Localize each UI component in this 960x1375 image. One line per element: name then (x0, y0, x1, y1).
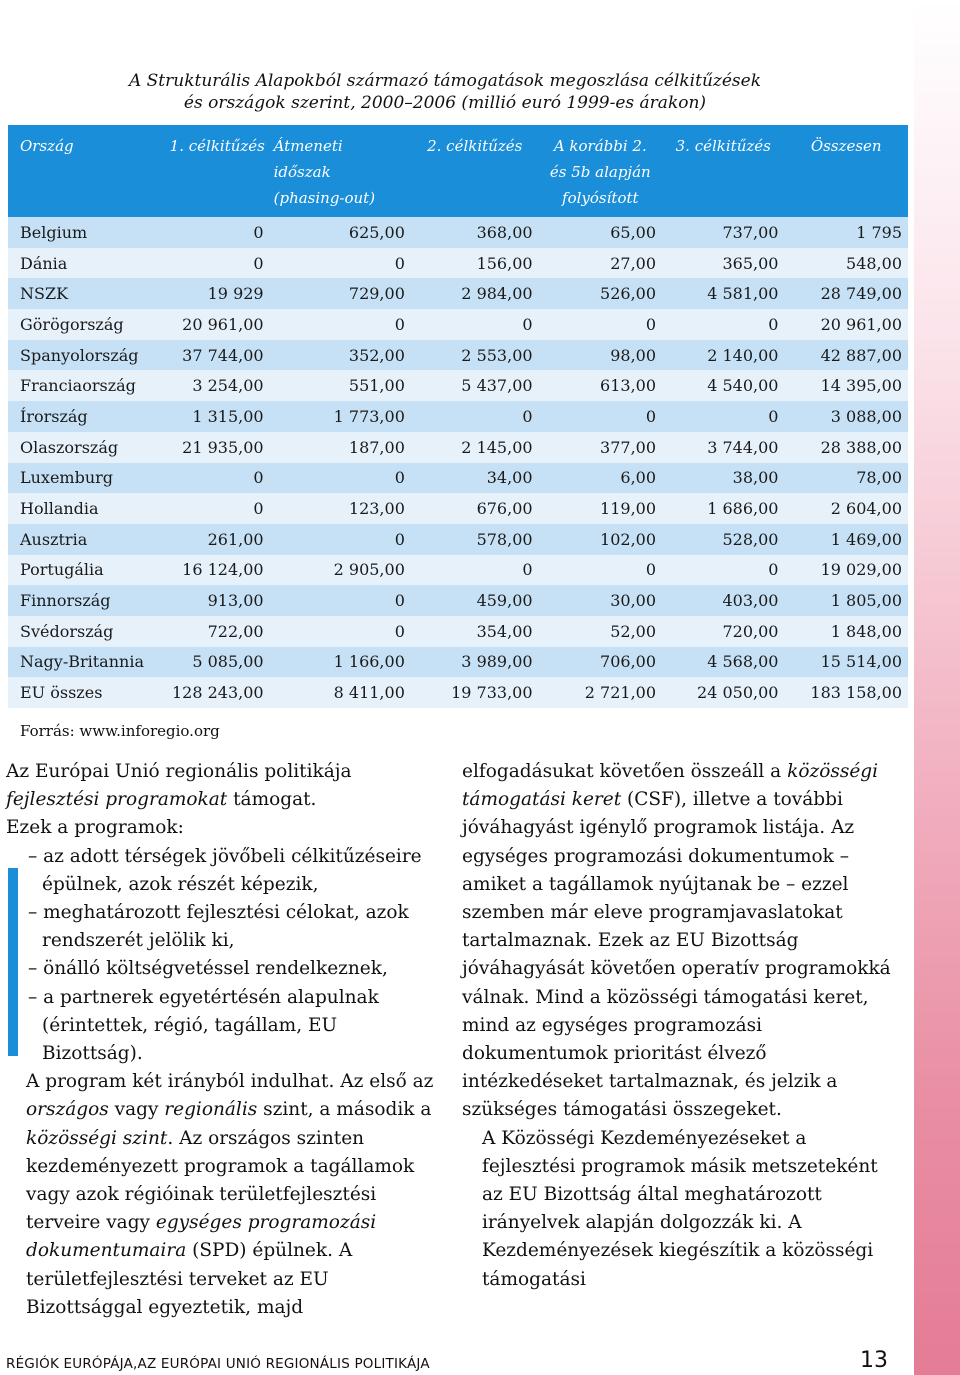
value-cell: 123,00 (270, 493, 411, 524)
paragraph-program-origin: A program két irányból indulhat. Az első az országos vagy regionális szint, a második a közösségi szint. Az országos szinten kezdeményezett programok a tagállamok vagy azok régióinak területfejlesztési terveire vagy egységes programozási dokumentumaira (SPD) épülnek. A területfejlesztési terveket az EU Bizottsággal egyeztetik, majd (26, 1071, 434, 1318)
table-row (8, 278, 908, 309)
table-header-row (8, 125, 908, 217)
value-cell: 526,00 (539, 278, 662, 309)
value-cell: 352,00 (270, 340, 411, 371)
table-row (8, 616, 908, 647)
header-phasing-out: Átmeneti időszak (phasing-out) (270, 125, 411, 217)
value-cell: 1 166,00 (270, 647, 411, 678)
value-cell: 377,00 (539, 432, 662, 463)
table-row (8, 677, 908, 708)
table-row (8, 432, 908, 463)
text-column-left (6, 758, 436, 1322)
value-cell: 729,00 (270, 278, 411, 309)
value-cell: 0 (270, 524, 411, 555)
value-cell: 613,00 (539, 370, 662, 401)
header-country: Ország (8, 125, 165, 217)
value-cell: 722,00 (165, 616, 270, 647)
value-cell: 0 (270, 463, 411, 494)
table-row (8, 647, 908, 678)
value-cell: 2 721,00 (539, 677, 662, 708)
table-row (8, 493, 908, 524)
value-cell: 4 568,00 (662, 647, 784, 678)
value-cell: 119,00 (539, 493, 662, 524)
value-cell: 737,00 (662, 217, 784, 248)
running-footer: RÉGIÓK EURÓPÁJA,AZ EURÓPAI UNIÓ REGIONÁLIS POLITIKÁJA (6, 1356, 430, 1372)
value-cell: 183 158,00 (784, 677, 908, 708)
page-number: 13 (860, 1348, 888, 1373)
value-cell: 0 (662, 555, 784, 586)
value-cell: 4 540,00 (662, 370, 784, 401)
country-cell: Írország (8, 401, 165, 432)
value-cell: 28 749,00 (784, 278, 908, 309)
text-column-right (462, 758, 894, 1294)
value-cell: 3 989,00 (411, 647, 539, 678)
value-cell: 3 744,00 (662, 432, 784, 463)
value-cell: 4 581,00 (662, 278, 784, 309)
value-cell: 0 (270, 616, 411, 647)
country-cell: Olaszország (8, 432, 165, 463)
list-item: – meghatározott fejlesztési célokat, azok rendszerét jelölik ki, (28, 902, 409, 952)
paragraph-lead: Ezek a programok: (6, 817, 184, 839)
value-cell: 3 254,00 (165, 370, 270, 401)
funding-table-container (8, 125, 908, 708)
caption-line-1: A Strukturális Alapokból származó támogatások megoszlása célkitűzések (128, 71, 762, 91)
value-cell: 27,00 (539, 248, 662, 279)
value-cell: 78,00 (784, 463, 908, 494)
value-cell: 15 514,00 (784, 647, 908, 678)
table-row (8, 585, 908, 616)
table-row (8, 370, 908, 401)
value-cell: 30,00 (539, 585, 662, 616)
value-cell: 368,00 (411, 217, 539, 248)
value-cell: 578,00 (411, 524, 539, 555)
paragraph-intro: Az Európai Unió regionális politikája fejlesztési programokat támogat. (6, 761, 352, 811)
value-cell: 676,00 (411, 493, 539, 524)
value-cell: 2 984,00 (411, 278, 539, 309)
value-cell: 37 744,00 (165, 340, 270, 371)
value-cell: 16 124,00 (165, 555, 270, 586)
country-cell: Luxemburg (8, 463, 165, 494)
value-cell: 0 (411, 309, 539, 340)
value-cell: 34,00 (411, 463, 539, 494)
value-cell: 913,00 (165, 585, 270, 616)
country-cell: Görögország (8, 309, 165, 340)
value-cell: 3 088,00 (784, 401, 908, 432)
value-cell: 0 (270, 248, 411, 279)
value-cell: 2 604,00 (784, 493, 908, 524)
country-cell: Franciaország (8, 370, 165, 401)
table-row (8, 217, 908, 248)
paragraph-csf: elfogadásukat követően összeáll a közösségi támogatási keret (CSF), illetve a további jóváhagyást igénylő programok listája. Az egységes programozási dokumentumok – amiket a tagállamok nyújtanak be – ezzel szemben már eleve programjavaslatokat tartalmaznak. Ezek az EU Bizottság jóváhagyását követően operatív programokká válnak. Mind a közösségi támogatási keret, mind az egységes programozási dokumentumok prioritást élvező intézkedéseket tartalmaznak, és jelzik a szükséges támogatási összegeket. (462, 761, 891, 1121)
country-cell: Finnország (8, 585, 165, 616)
table-row (8, 248, 908, 279)
table-row (8, 340, 908, 371)
list-item: – a partnerek egyetértésén alapulnak (érintettek, régió, tagállam, EU Bizottság). (28, 986, 379, 1065)
value-cell: 0 (411, 401, 539, 432)
header-objective-3: 3. célkitűzés (662, 125, 784, 217)
value-cell: 0 (539, 309, 662, 340)
table-row (8, 463, 908, 494)
value-cell: 24 050,00 (662, 677, 784, 708)
value-cell: 706,00 (539, 647, 662, 678)
country-cell: Svédország (8, 616, 165, 647)
value-cell: 0 (662, 309, 784, 340)
value-cell: 0 (539, 401, 662, 432)
country-cell: Nagy-Britannia (8, 647, 165, 678)
value-cell: 5 085,00 (165, 647, 270, 678)
decorative-side-strip (914, 0, 960, 1375)
value-cell: 354,00 (411, 616, 539, 647)
value-cell: 1 848,00 (784, 616, 908, 647)
header-objective-1: 1. célkitűzés (165, 125, 270, 217)
value-cell: 1 773,00 (270, 401, 411, 432)
value-cell: 2 905,00 (270, 555, 411, 586)
table-row (8, 401, 908, 432)
country-cell: Ausztria (8, 524, 165, 555)
country-cell: EU összes (8, 677, 165, 708)
table-body (8, 217, 908, 708)
paragraph-community-initiatives: A Közösségi Kezdeményezéseket a fejlesztési programok másik metszeteként az EU Bizottság által meghatározott irányelvek alapján dolgozzák ki. A Kezdeményezések kiegészítik a közösségi támogatási (482, 1127, 878, 1290)
value-cell: 459,00 (411, 585, 539, 616)
country-cell: Spanyolország (8, 340, 165, 371)
value-cell: 19 733,00 (411, 677, 539, 708)
value-cell: 21 935,00 (165, 432, 270, 463)
value-cell: 128 243,00 (165, 677, 270, 708)
value-cell: 8 411,00 (270, 677, 411, 708)
value-cell: 551,00 (270, 370, 411, 401)
value-cell: 2 140,00 (662, 340, 784, 371)
value-cell: 38,00 (662, 463, 784, 494)
country-cell: NSZK (8, 278, 165, 309)
caption-line-2: és országok szerint, 2000–2006 (millió euró 1999-es árakon) (183, 93, 707, 113)
source-note: Forrás: www.inforegio.org (20, 722, 220, 740)
value-cell: 720,00 (662, 616, 784, 647)
value-cell: 42 887,00 (784, 340, 908, 371)
value-cell: 6,00 (539, 463, 662, 494)
value-cell: 1 805,00 (784, 585, 908, 616)
value-cell: 20 961,00 (165, 309, 270, 340)
value-cell: 156,00 (411, 248, 539, 279)
table-row (8, 555, 908, 586)
value-cell: 19 029,00 (784, 555, 908, 586)
value-cell: 52,00 (539, 616, 662, 647)
header-objective-2: 2. célkitűzés (411, 125, 539, 217)
value-cell: 0 (165, 463, 270, 494)
table-row (8, 524, 908, 555)
value-cell: 187,00 (270, 432, 411, 463)
value-cell: 14 395,00 (784, 370, 908, 401)
value-cell: 2 553,00 (411, 340, 539, 371)
value-cell: 625,00 (270, 217, 411, 248)
value-cell: 5 437,00 (411, 370, 539, 401)
value-cell: 0 (411, 555, 539, 586)
value-cell: 0 (165, 248, 270, 279)
header-total: Összesen (784, 125, 908, 217)
list-item: – önálló költségvetéssel rendelkeznek, (28, 958, 388, 980)
value-cell: 528,00 (662, 524, 784, 555)
value-cell: 19 929 (165, 278, 270, 309)
country-cell: Hollandia (8, 493, 165, 524)
value-cell: 1 315,00 (165, 401, 270, 432)
value-cell: 0 (539, 555, 662, 586)
value-cell: 365,00 (662, 248, 784, 279)
value-cell: 1 686,00 (662, 493, 784, 524)
value-cell: 0 (165, 493, 270, 524)
table-caption (120, 70, 770, 114)
value-cell: 65,00 (539, 217, 662, 248)
value-cell: 0 (270, 309, 411, 340)
table-row (8, 309, 908, 340)
value-cell: 0 (165, 217, 270, 248)
value-cell: 548,00 (784, 248, 908, 279)
value-cell: 20 961,00 (784, 309, 908, 340)
value-cell: 102,00 (539, 524, 662, 555)
value-cell: 98,00 (539, 340, 662, 371)
country-cell: Portugália (8, 555, 165, 586)
value-cell: 2 145,00 (411, 432, 539, 463)
value-cell: 403,00 (662, 585, 784, 616)
country-cell: Belgium (8, 217, 165, 248)
value-cell: 1 795 (784, 217, 908, 248)
value-cell: 0 (662, 401, 784, 432)
program-features-list (6, 843, 436, 1069)
list-item: – az adott térségek jövőbeli célkitűzéseire épülnek, azok részét képezik, (28, 845, 422, 895)
value-cell: 261,00 (165, 524, 270, 555)
country-cell: Dánia (8, 248, 165, 279)
header-former-2-5b: A korábbi 2. és 5b alapján folyósított (539, 125, 662, 217)
value-cell: 1 469,00 (784, 524, 908, 555)
value-cell: 28 388,00 (784, 432, 908, 463)
funding-table (8, 125, 908, 708)
value-cell: 0 (270, 585, 411, 616)
